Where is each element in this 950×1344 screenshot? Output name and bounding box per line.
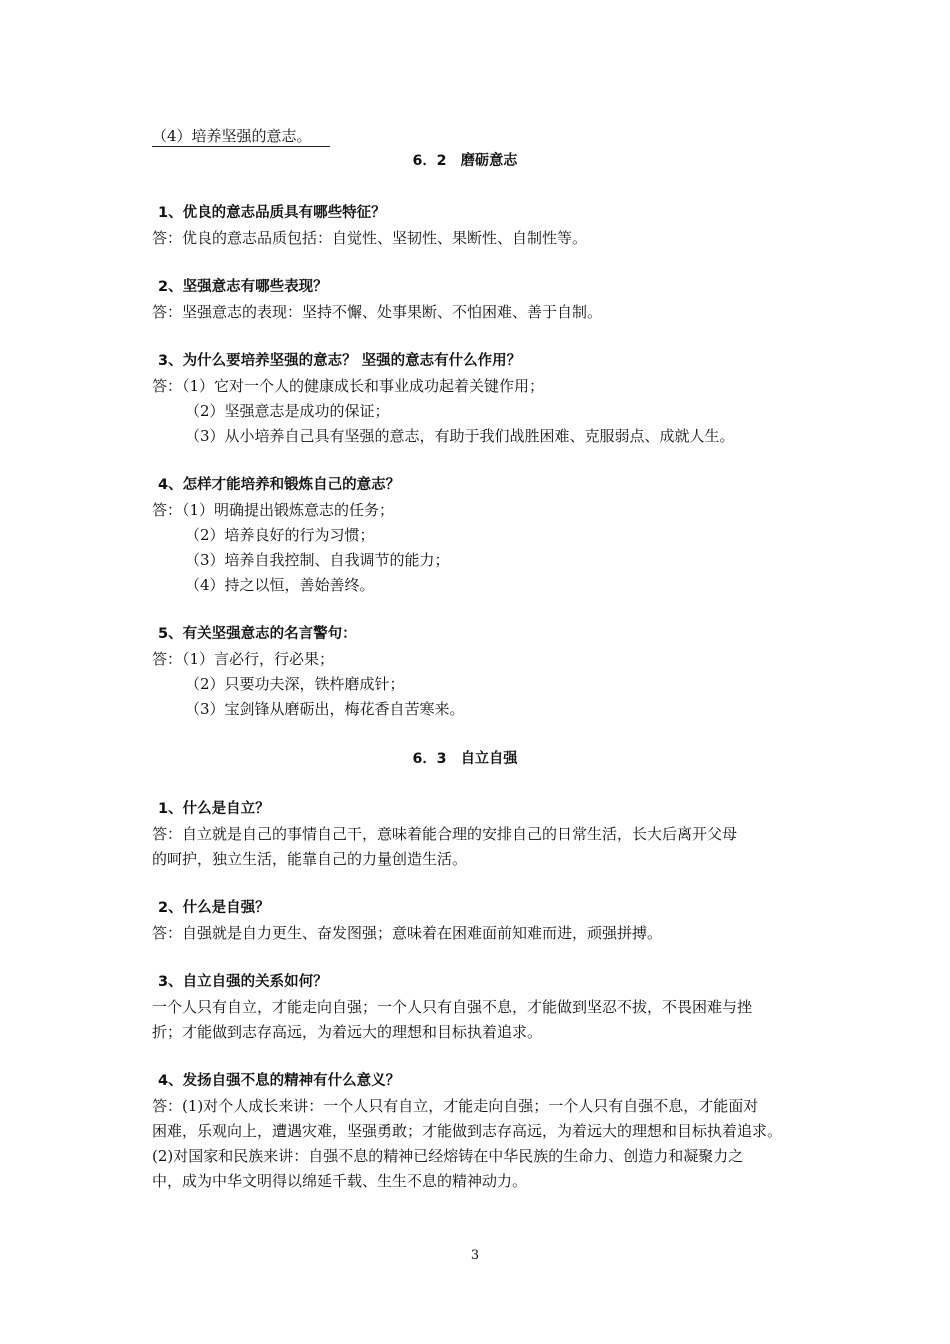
answer-text: （3）培养自我控制、自我调节的能力； — [185, 551, 450, 569]
question-heading: 3、自立自强的关系如何？ — [158, 974, 328, 990]
list-item: （4）培养坚强的意志。 — [152, 126, 330, 147]
section-title: 6．3 自立自强 — [412, 751, 518, 767]
answer-text: （3）从小培养自己具有坚强的意志，有助于我们战胜困难、克服弱点、成就人生。 — [185, 427, 735, 445]
answer-text: （3）宝剑锋从磨砺出，梅花香自苦寒来。 — [185, 700, 465, 718]
answer-text: 答：（1）它对一个人的健康成长和事业成功起着关键作用； — [152, 377, 545, 395]
question-heading: 2、什么是自强？ — [158, 900, 270, 916]
answer-text: 折；才能做到志存高远，为着远大的理想和目标执着追求。 — [152, 1023, 543, 1041]
answer-text: 答：坚强意志的表现：坚持不懈、处事果断、不怕困难、善于自制。 — [152, 303, 603, 321]
answer-text: （2）坚强意志是成功的保证； — [185, 402, 390, 420]
answer-text: 答：（1）明确提出锻炼意志的任务； — [152, 501, 395, 519]
answer-text: 中，成为中华文明得以绵延千载、生生不息的精神动力。 — [152, 1172, 528, 1190]
question-heading: 3、为什么要培养坚强的意志？ 坚强的意志有什么作用？ — [158, 353, 522, 369]
question-heading: 1、优良的意志品质具有哪些特征？ — [158, 205, 386, 221]
answer-text: 的呵护，独立生活，能靠自己的力量创造生活。 — [152, 850, 468, 868]
answer-text: （4）持之以恒，善始善终。 — [185, 576, 375, 594]
answer-text: (2)对国家和民族来讲：自强不息的精神已经熔铸在中华民族的生命力、创造力和凝聚力之 — [152, 1147, 744, 1165]
answer-text: （2）只要功夫深，铁杵磨成针； — [185, 675, 405, 693]
question-heading: 1、什么是自立？ — [158, 801, 270, 817]
question-heading: 4、发扬自强不息的精神有什么意义？ — [158, 1073, 401, 1089]
answer-text: 困难，乐观向上，遭遇灾难，坚强勇敢；才能做到志存高远，为着远大的理想和目标执着追求。 — [152, 1122, 783, 1140]
answer-text: 答：(1)对个人成长来讲：一个人只有自立，才能走向自强；一个人只有自强不息，才能面对 — [152, 1097, 759, 1115]
section-title: 6．2 磨砺意志 — [412, 153, 518, 169]
answer-text: 答：自强就是自力更生、奋发图强；意味着在困难面前知难而进，顽强拼搏。 — [152, 924, 663, 942]
question-heading: 5、有关坚强意志的名言警句： — [158, 626, 357, 642]
question-heading: 2、坚强意志有哪些表现？ — [158, 279, 328, 295]
answer-text: 答：自立就是自己的事情自己干，意味着能合理的安排自己的日常生活，长大后离开父母 — [152, 825, 738, 843]
answer-text: 答：优良的意志品质包括：自觉性、坚韧性、果断性、自制性等。 — [152, 229, 588, 247]
answer-text: （2）培养良好的行为习惯； — [185, 526, 375, 544]
answer-text: 一个人只有自立，才能走向自强；一个人只有自强不息，才能做到坚忍不拔，不畏困难与挫 — [152, 998, 753, 1016]
answer-text: 答：（1）言必行，行必果； — [152, 650, 335, 668]
page-number: 3 — [470, 1248, 480, 1263]
question-heading: 4、怎样才能培养和锻炼自己的意志？ — [158, 477, 401, 493]
